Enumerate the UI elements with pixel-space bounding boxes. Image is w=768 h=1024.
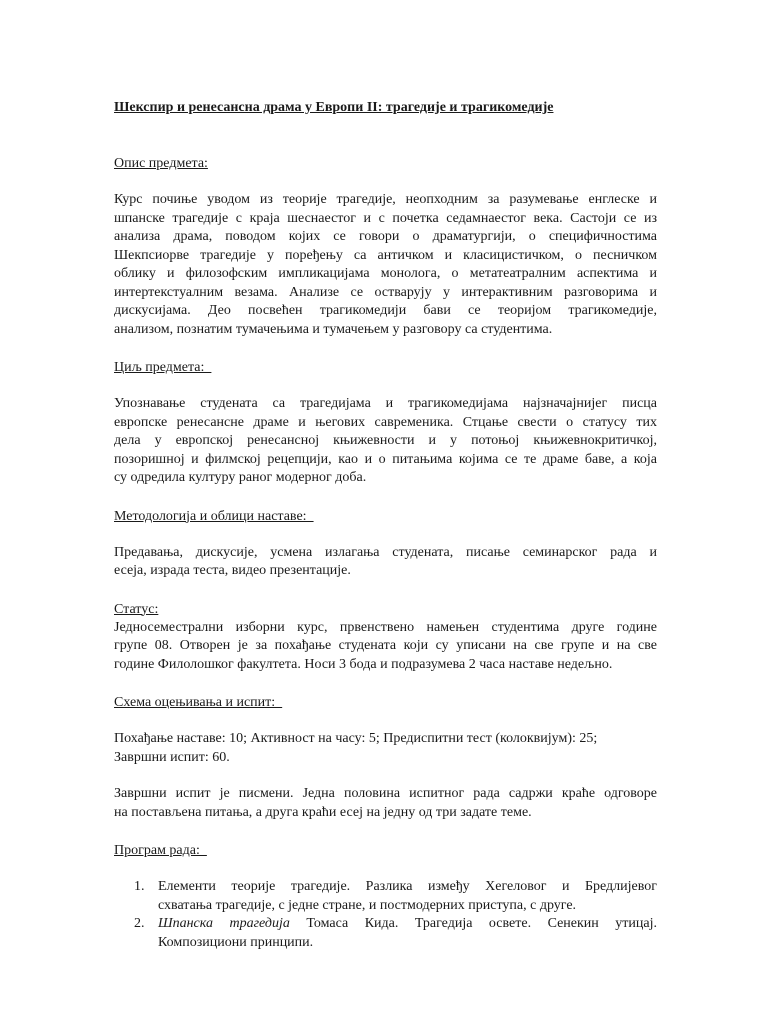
paragraph-line: Похађање наставе: 10; Активност на часу: 5; Предиспитни тест (колоквијум): 25;: [114, 731, 598, 746]
section-heading-status: Статус:: [114, 601, 159, 617]
section-heading-methodology: Методологија и облици наставе:: [114, 508, 314, 524]
section-program: [114, 842, 657, 952]
paragraph-line: Упознавање студената са трагедијама и трагикомедијама најзначајнијег писца: [114, 396, 657, 411]
grading-exam-paragraph: [114, 785, 657, 822]
paragraph-line: на постављена питања, а друга краћи есеј на једну од три задате теме.: [114, 804, 532, 820]
section-goal: [114, 359, 657, 488]
section-description: [114, 155, 657, 339]
list-item: [114, 878, 657, 915]
paragraph-line: европске ренесансне драме и његових савременика. Стцање свести о статусу тих: [114, 414, 657, 430]
paragraph-line: Једносеместрални изборни курс, првенствено намењен студентима друге године: [114, 619, 657, 635]
status-paragraph: [114, 619, 657, 675]
paragraph-line: анализа драма, поводом којих се говори о драматургији, о специфичностима: [114, 229, 657, 244]
paragraph-line: интертекстуалним везама. Анализе се остварују у интерактивним разговорима и: [114, 284, 657, 300]
grading-scores-paragraph: [114, 730, 657, 767]
list-item-number: 2.: [134, 916, 145, 931]
paragraph-line: облику и филозофским импликацијама монолога, о метатеатралним аспектима и: [114, 266, 657, 281]
paragraph-line: Завршни испит: 60.: [114, 749, 230, 765]
section-methodology: [114, 508, 657, 581]
paragraph-line: групе 08. Отворен је за похађање студената који су уписани на све групе и на све: [114, 638, 657, 653]
section-heading-goal: Циљ предмета:: [114, 360, 212, 375]
list-item-line-rest: Томаса Кида. Трагедија освете. Сенекин утицај.: [289, 916, 658, 931]
paragraph-line: анализом, познатим тумачењима и тумачењем у разговору са студентима.: [114, 321, 553, 337]
paragraph-line: Предавања, дискусије, усмена излагања студената, писање семинарског рада и: [114, 544, 657, 560]
play-title: Шпанска трагедија: [158, 916, 290, 931]
paragraph-line: позоришној и филмској рецепцији, као и о питањима којима се те драме баве, а која: [114, 451, 657, 467]
section-grading: [114, 694, 657, 822]
goal-paragraph: [114, 395, 657, 488]
section-heading-grading: Схема оцењивања и испит:: [114, 695, 283, 710]
paragraph-line: су одредила културу раног модерног доба.: [114, 470, 367, 485]
paragraph-line: дискусијама. Део посвећен трагикомедији бави се теоријом трагикомедије,: [114, 303, 657, 318]
list-item-line: схватања трагедије, с једне стране, и постмодерних приступа, с друге.: [158, 897, 577, 913]
list-item: [114, 915, 657, 952]
paragraph-line: шпанске трагедије с краја шеснаестог и с почетка седамнаестог века. Састоји се из: [114, 210, 657, 226]
list-item-number: 1.: [134, 879, 145, 894]
paragraph-line: Шекпсиорве трагедије у поређењу са античком и класицистичком, о песничком: [114, 247, 657, 263]
program-list: [114, 878, 657, 952]
section-heading-description: Опис предмета:: [114, 156, 208, 171]
list-item-line: Елементи теорије трагедије. Разлика између Хегеловог и Бредлијевог: [158, 879, 657, 894]
document-title: Шекспир и ренесансна драма у Европи II: трагедије и трагикомедије: [114, 100, 554, 115]
paragraph-line: дела у европској ренесансној књижевности и у потоњој књижевнокритичкој,: [114, 433, 657, 448]
paragraph-line: Курс почиње уводом из теорије трагедије, неопходним за разумевање енглеске и: [114, 192, 657, 207]
paragraph-line: године Филолошког факултета. Носи 3 бода и подразумева 2 часа наставе недељно.: [114, 656, 613, 672]
paragraph-line: Завршни испит је писмени. Једна половина испитног рада садржи краће одговоре: [114, 786, 657, 801]
list-item-line: Композициони принципи.: [158, 934, 314, 950]
section-heading-program: Програм рада:: [114, 843, 207, 858]
section-status: [114, 601, 657, 675]
list-item-line: [158, 915, 657, 934]
description-paragraph: [114, 191, 657, 339]
methodology-paragraph: [114, 544, 657, 581]
paragraph-line: есеја, израда теста, видео презентације.: [114, 563, 351, 578]
